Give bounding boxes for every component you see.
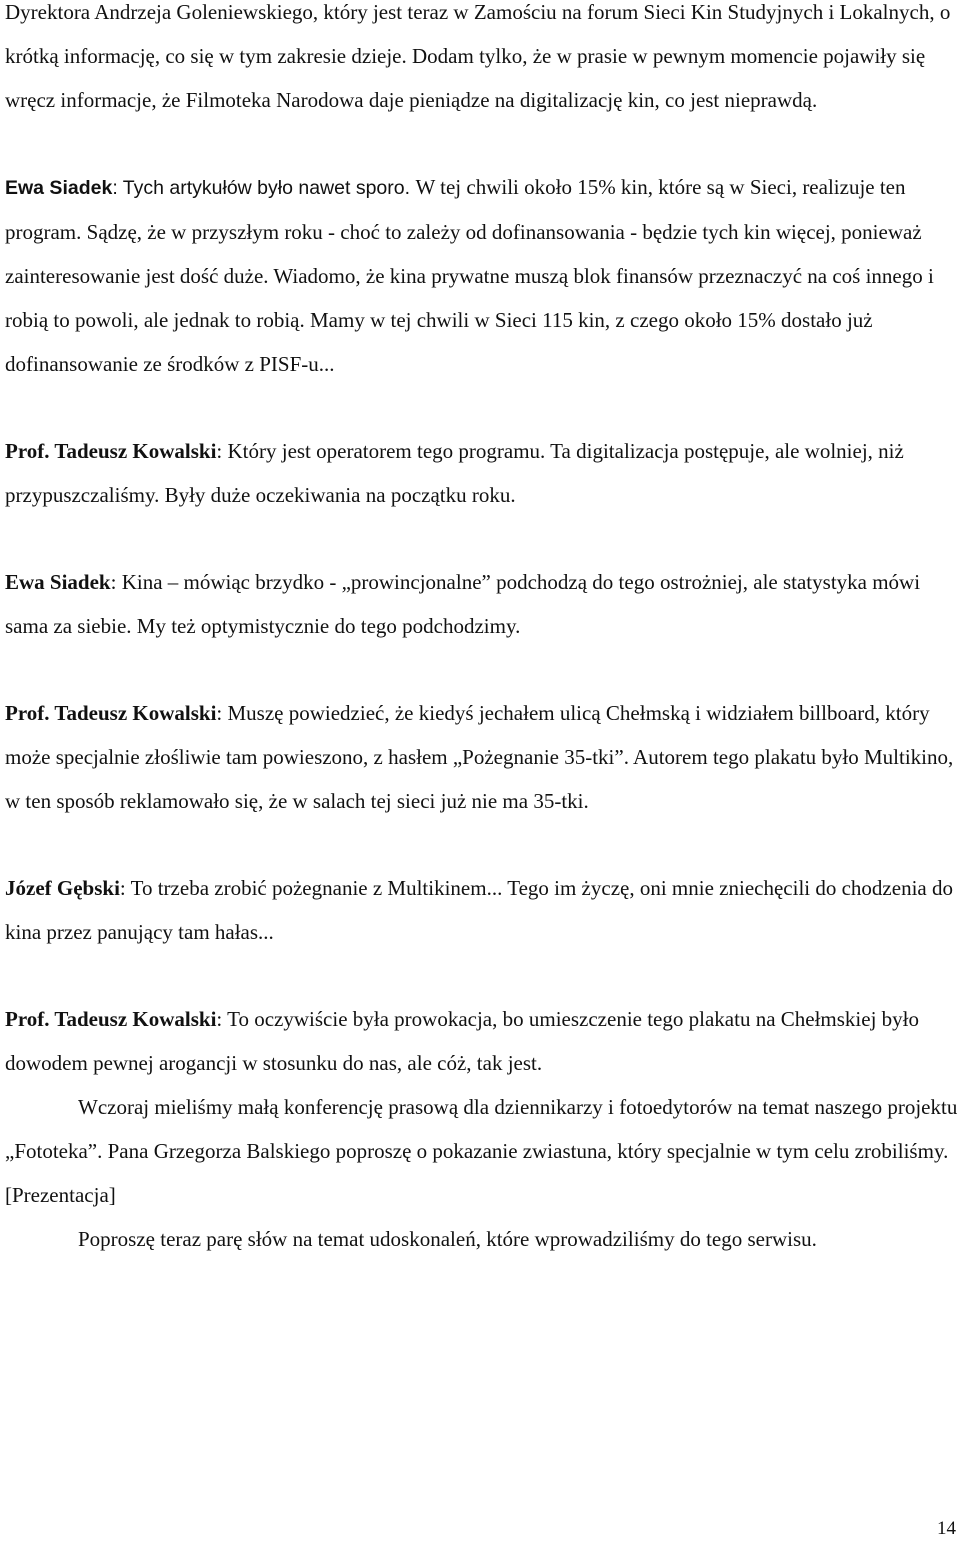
speaker-name: Prof. Tadeusz Kowalski	[5, 1007, 217, 1031]
paragraph-text: W tej chwili około 15% kin, które są w Sieci, realizuje ten program. Sądzę, że w przyszłym roku - choć to zależy od dofinansowania - będzie tych kin więcej, ponieważ zainteresowanie jest dość duże. Wiadomo, że kina prywatne muszą blok finansów przeznaczyć na coś innego i robią to powoli, ale jednak to robią. Mamy w tej chwili w Sieci 115 kin, z czego około 15% dostało już dofinansowanie ze środków z PISF-u...	[5, 175, 934, 376]
speaker-name: Ewa Siadek	[5, 570, 111, 594]
paragraph-7	[5, 997, 960, 1085]
paragraph-text: Poproszę teraz parę słów na temat udoskonaleń, które wprowadziliśmy do tego serwisu.	[78, 1227, 817, 1251]
paragraph-text: : Który jest operatorem tego programu. Ta digitalizacja postępuje, ale wolniej, niż przypuszczaliśmy. Były duże oczekiwania na początku roku.	[5, 439, 904, 507]
speaker-name: Józef Gębski	[5, 876, 120, 900]
paragraph-1	[5, 0, 960, 122]
paragraph-2	[5, 165, 960, 386]
paragraph-4	[5, 560, 960, 648]
document-page	[5, 0, 960, 1261]
paragraph-9	[5, 1217, 960, 1261]
paragraph-text: : To trzeba zrobić pożegnanie z Multikinem... Tego im życzę, oni mnie zniechęcili do chodzenia do kina przez panujący tam hałas...	[5, 876, 953, 944]
paragraph-text: Dyrektora Andrzeja Goleniewskiego, który jest teraz w Zamościu na forum Sieci Kin Studyjnych i Lokalnych, o krótką informację, co się w tym zakresie dzieje. Dodam tylko, że w prasie w pewnym momencie pojawiły się wręcz informacje, że Filmoteka Narodowa daje pieniądze na digitalizację kin, co jest nieprawdą.	[5, 0, 951, 112]
paragraph-text: Wczoraj mieliśmy małą konferencję prasową dla dziennikarzy i fotoedytorów na temat naszego projektu „Fototeka”. Pana Grzegorza Balskiego poproszę o pokazanie zwiastuna, który specjalnie w tym celu zrobiliśmy. [Prezentacja]	[5, 1095, 958, 1207]
paragraph-6	[5, 866, 960, 954]
paragraph-8	[5, 1085, 960, 1217]
paragraph-5	[5, 691, 960, 823]
paragraph-text-sans: : Tych artykułów było nawet sporo.	[112, 177, 411, 199]
paragraph-3	[5, 429, 960, 517]
paragraph-text: : Kina – mówiąc brzydko - „prowincjonalne” podchodzą do tego ostrożniej, ale statystyka mówi sama za siebie. My też optymistycznie do tego podchodzimy.	[5, 570, 921, 638]
paragraph-text: : Muszę powiedzieć, że kiedyś jechałem ulicą Chełmską i widziałem billboard, który może specjalnie złośliwie tam powieszono, z hasłem „Pożegnanie 35-tki”. Autorem tego plakatu było Multikino, w ten sposób reklamowało się, że w salach tej sieci już nie ma 35-tki.	[5, 701, 954, 813]
paragraph-text: : To oczywiście była prowokacja, bo umieszczenie tego plakatu na Chełmskiej było dowodem pewnej arogancji w stosunku do nas, ale cóż, tak jest.	[5, 1007, 920, 1075]
speaker-name: Prof. Tadeusz Kowalski	[5, 439, 217, 463]
speaker-name: Ewa Siadek	[5, 177, 113, 199]
speaker-name: Prof. Tadeusz Kowalski	[5, 701, 217, 725]
page-number: 14	[937, 1518, 956, 1539]
